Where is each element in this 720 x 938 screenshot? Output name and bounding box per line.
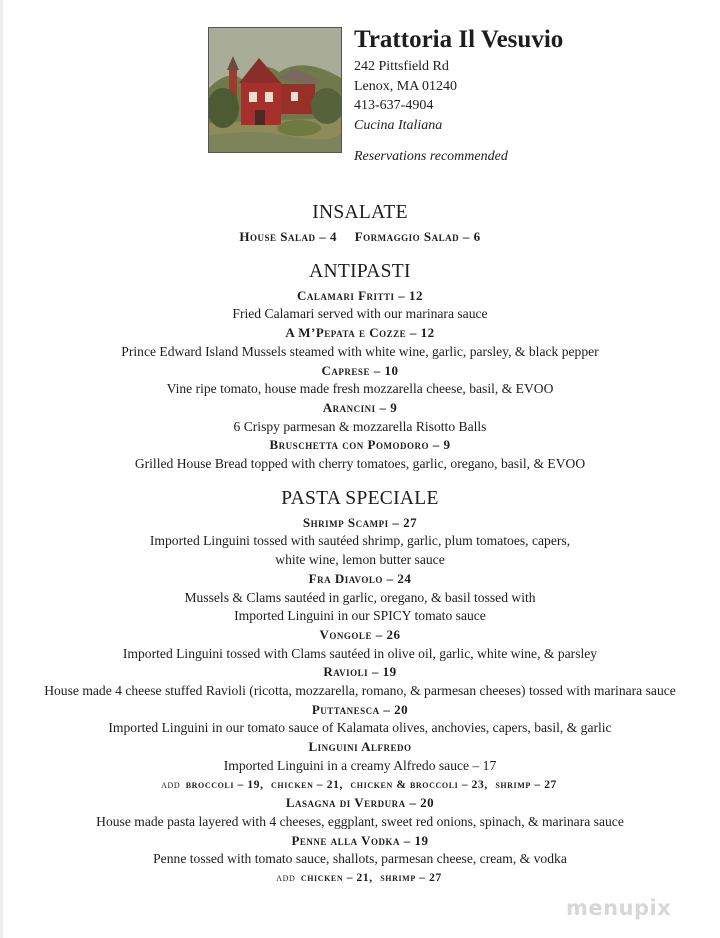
phone-number: 413-637-4904 xyxy=(354,98,434,113)
addon-row xyxy=(0,776,720,795)
dish-puttanesca: Puttanesca – 20 xyxy=(311,701,409,717)
dish-description: House made pasta layered with 4 cheeses, eggplant, sweet red onions, spinach, & marinara sauce xyxy=(96,813,624,829)
dish-description: Fried Calamari served with our marinara sauce xyxy=(232,306,488,322)
dish-calamari-fritti: Calamari Fritti – 12 xyxy=(296,287,424,303)
dish-description: white wine, lemon butter sauce xyxy=(275,552,445,568)
dish-description: Imported Linguini in a creamy Alfredo sauce – 17 xyxy=(223,757,497,773)
dish-ravioli: Ravioli – 19 xyxy=(323,664,397,680)
reservations-note: Reservations recommended xyxy=(354,149,508,164)
menupix-watermark: menupix xyxy=(566,896,672,920)
restaurant-info xyxy=(354,25,654,167)
dish-description: Grilled House Bread topped with cherry tomatoes, garlic, oregano, basil, & EVOO xyxy=(134,456,586,472)
dish-fra-diavolo: Fra Diavolo – 24 xyxy=(308,570,412,586)
menu-body xyxy=(0,200,720,888)
dish-penne-vodka: Penne alla Vodka – 19 xyxy=(291,832,429,848)
addon-item: broccoli – 19, xyxy=(185,778,264,791)
dish-description: Imported Linguini tossed with sautéed shrimp, garlic, plum tomatoes, capers, xyxy=(149,533,571,549)
dish-description: Vine ripe tomato, house made fresh mozzarella cheese, basil, & EVOO xyxy=(166,381,554,397)
dish-description: Prince Edward Island Mussels steamed with white wine, garlic, parsley, & black pepper xyxy=(121,343,599,359)
dish-pepata-cozze: A M’Pepata e Cozze – 12 xyxy=(285,325,435,341)
dish-lasagna-verdura: Lasagna di Verdura – 20 xyxy=(285,795,435,811)
salad-row xyxy=(0,228,720,247)
dish-house-salad: House Salad – 4 xyxy=(239,229,337,244)
dish-arancini: Arancini – 9 xyxy=(322,399,398,415)
dish-vongole: Vongole – 26 xyxy=(319,626,401,642)
addon-item: shrimp – 27 xyxy=(380,872,442,885)
addon-row xyxy=(0,869,720,888)
section-title-pasta: PASTA SPECIALE xyxy=(281,487,439,509)
dish-description: Mussels & Clams sautéed in garlic, oregano, & basil tossed with xyxy=(184,589,536,605)
dish-description: 6 Crispy parmesan & mozzarella Risotto Balls xyxy=(233,418,487,434)
addon-item: chicken – 21, xyxy=(300,872,373,885)
dish-description: Imported Linguini tossed with Clams sautéed in olive oil, garlic, white wine, & parsley xyxy=(122,645,598,661)
section-title-insalate: INSALATE xyxy=(312,202,408,223)
dish-description: Imported Linguini in our SPICY tomato sauce xyxy=(234,608,486,624)
addon-label: add xyxy=(276,872,296,885)
dish-linguini-alfredo: Linguini Alfredo xyxy=(308,739,412,755)
section-title-antipasti: ANTIPASTI xyxy=(309,260,411,282)
city-line: Lenox, MA 01240 xyxy=(354,78,458,94)
address-line: 242 Pittsfield Rd xyxy=(354,59,449,74)
cuisine-label: Cucina Italiana xyxy=(354,117,443,133)
addon-item: chicken – 21, xyxy=(271,778,343,791)
barn-painting xyxy=(208,27,342,153)
addon-item: chicken & broccoli – 23, xyxy=(350,778,488,791)
dish-shrimp-scampi: Shrimp Scampi – 27 xyxy=(302,514,418,530)
dish-description: House made 4 cheese stuffed Ravioli (ricotta, mozzarella, romano, & parmesan cheeses) tossed with marinara sauce xyxy=(44,683,676,699)
addon-item: shrimp – 27 xyxy=(495,778,557,791)
addon-label: add xyxy=(161,778,181,791)
dish-formaggio-salad: Formaggio Salad – 6 xyxy=(354,229,481,244)
dish-caprese: Caprese – 10 xyxy=(321,362,399,378)
dish-bruschetta: Bruschetta con Pomodoro – 9 xyxy=(269,437,451,453)
dish-description: Penne tossed with tomato sauce, shallots, parmesan cheese, cream, & vodka xyxy=(153,851,567,867)
dish-description: Imported Linguini in our tomato sauce of Kalamata olives, anchovies, capers, basil, & garlic xyxy=(108,720,612,736)
restaurant-name: Trattoria Il Vesuvio xyxy=(354,26,564,53)
